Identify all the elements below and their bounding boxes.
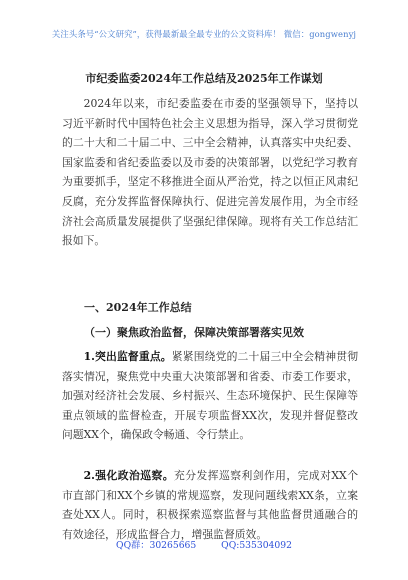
intro-section: [62, 94, 358, 251]
item-1-text: 紧紧围绕党的二十届三中全会精神贯彻落实情况，聚焦党中央重大决策部署和省委、市委工作要求，加强对经济社会发展、乡村振兴、生态环境保护、民生保障等重点领域的监督检查，开展专项监督XX次，发现并督促整改问题XX个，确保政令畅通、令行禁止。: [62, 350, 358, 442]
intro-paragraph: 2024年以来，市纪委监委在市委的坚强领导下，坚持以习近平新时代中国特色社会主义思想为指导，深入学习贯彻党的二十大和二十届二中、三中全会精神，认真落实中央纪委、国家监委和省纪委监委以及市委的决策部署，以党纪学习教育为重要抓手，坚定不移推进全面从严治党，持之以恒正风肃纪反腐，充分发挥监督保障执行、促进完善发展作用，为全市经济社会高质量发展提供了坚强纪律保障。现将有关工作总结汇报如下。: [62, 97, 358, 248]
footer-qq: QQ:535304092: [221, 540, 292, 551]
footer-qq-group: QQ群：30265665: [116, 540, 197, 551]
item-2-label: 2.强化政治巡察。: [83, 469, 174, 482]
footer-contact: [0, 537, 408, 551]
item-1-label: 1.突出监督重点。: [83, 350, 172, 363]
item-2-paragraph: [62, 466, 358, 544]
document-title: 市纪委监委2024年工作总结及2025年工作谋划: [85, 72, 323, 85]
item-2: [62, 466, 358, 544]
item-1-paragraph: [62, 347, 358, 445]
item-2-text: 充分发挥巡察利剑作用，完成对XX个市直部门和XX个乡镇的常规巡察，发现问题线索XX条，立案查处XX人。同时，积极探索巡察监督与其他监督贯通融合的有效途径，形成监督合力，增强监督质效。: [62, 469, 358, 541]
subsection-heading: （一）聚焦政治监督，保障决策部署落实见效: [84, 326, 304, 339]
item-1: [62, 347, 358, 445]
header-banner: 关注头条号“公文研究”，获得最新最全最专业的公文资料库！ 微信：gongwenyj: [51, 29, 357, 39]
section-heading: 一、2024年工作总结: [84, 301, 192, 314]
